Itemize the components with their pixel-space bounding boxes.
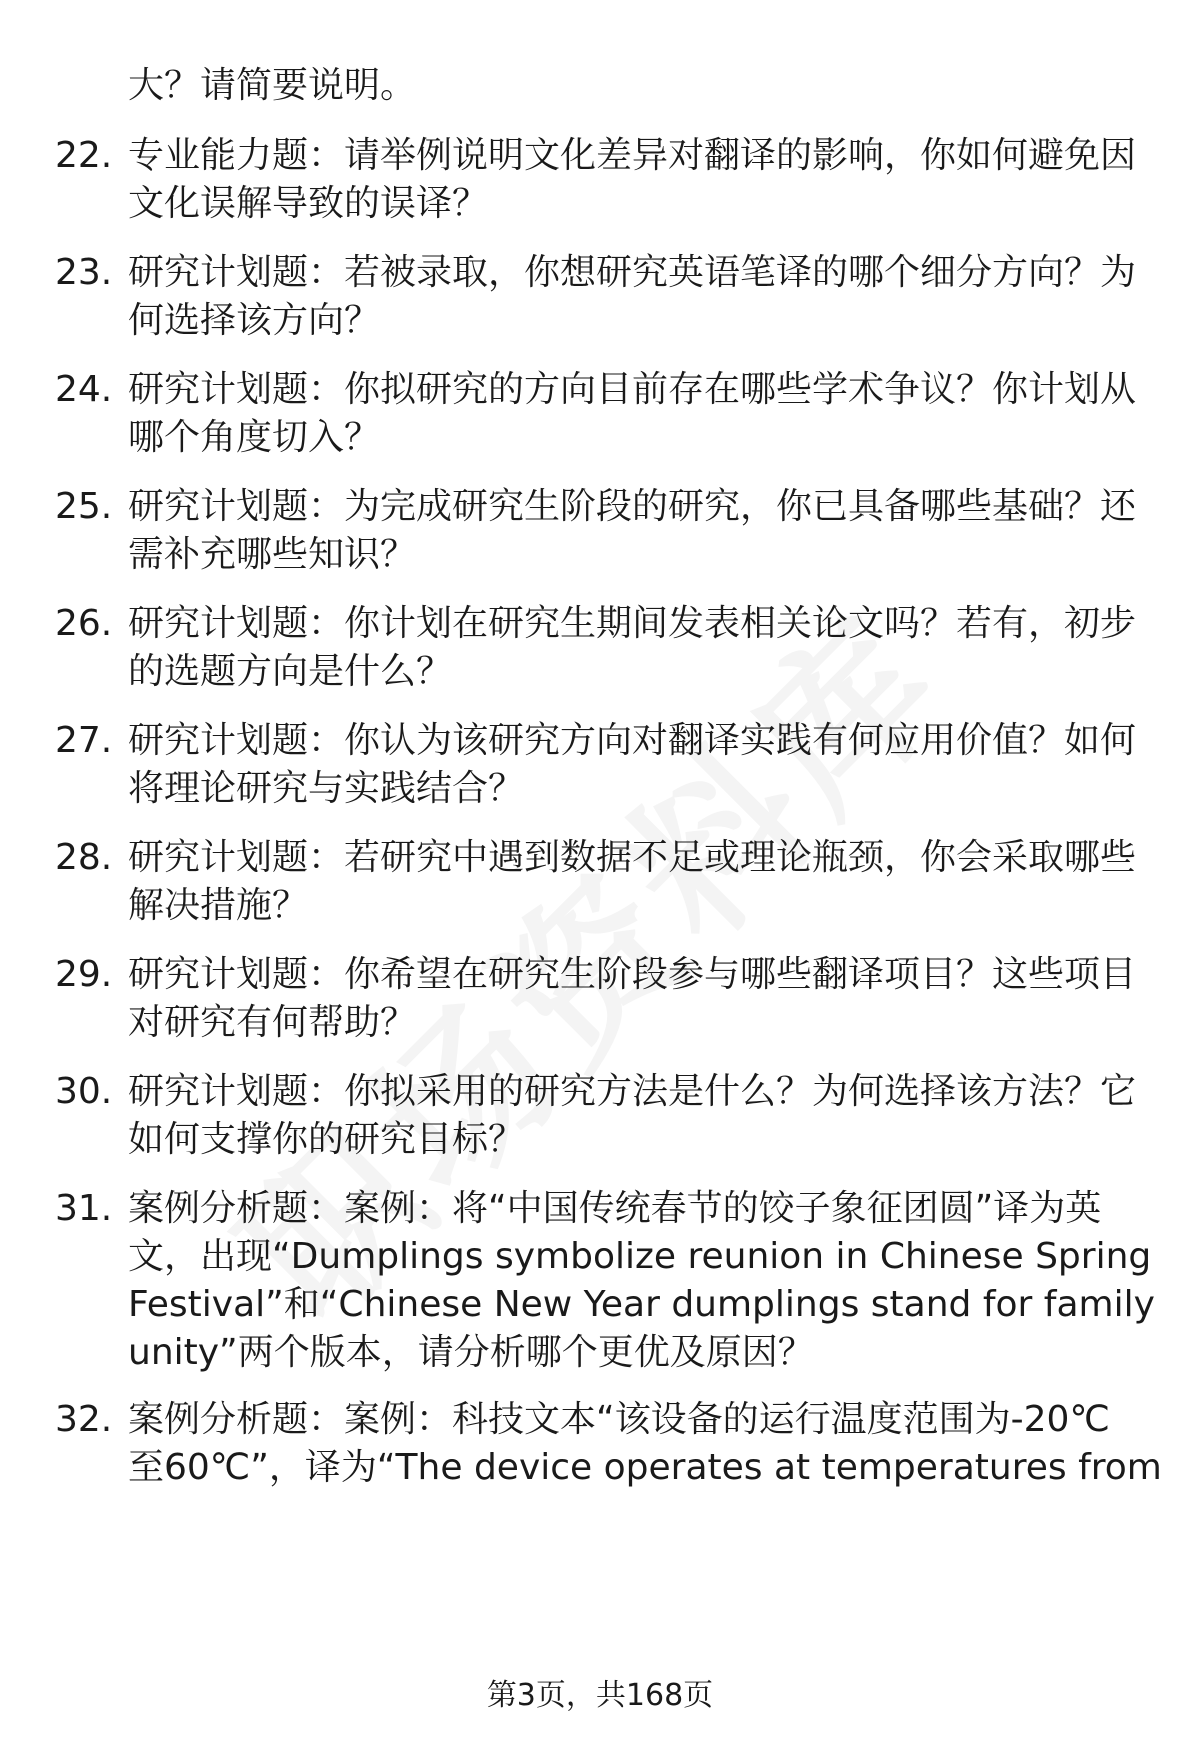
question-text: 案例分析题：案例：将“中国传统春节的饺子象征团圆”译为英 文，出现“Dumplings symbolize reunion in Chinese Spring Festival”和“Chinese New Year dumplings stand for family unity”两个版本，请分析哪个更优及原因？ <box>128 1188 1155 1373</box>
question-number: 28. <box>55 837 113 878</box>
question-number: 27. <box>55 720 113 761</box>
question-text: 研究计划题：你希望在研究生阶段参与哪些翻译项目？这些项目 对研究有何帮助？ <box>128 954 1137 1043</box>
question-number: 23. <box>55 252 113 293</box>
question-text: 研究计划题：若被录取，你想研究英语笔译的哪个细分方向？为 何选择该方向？ <box>128 252 1137 341</box>
question-text: 专业能力题：请举例说明文化差异对翻译的影响，你如何避免因 文化误解导致的误译？ <box>128 135 1137 224</box>
question-number: 26. <box>55 603 113 644</box>
question-number: 32. <box>55 1399 113 1440</box>
question-text: 研究计划题：你认为该研究方向对翻译实践有何应用价值？如何 将理论研究与实践结合？ <box>128 720 1137 809</box>
question-number: 25. <box>55 486 113 527</box>
question-number: 31. <box>55 1188 113 1229</box>
question-text: 研究计划题：你拟采用的研究方法是什么？为何选择该方法？它 如何支撑你的研究目标？ <box>128 1071 1137 1160</box>
question-text: 研究计划题：你拟研究的方向目前存在哪些学术争议？你计划从 哪个角度切入？ <box>128 369 1137 458</box>
question-text: 案例分析题：案例：科技文本“该设备的运行温度范围为-20℃ 至60℃”，译为“The device operates at temperatures from <box>128 1399 1162 1488</box>
question-number: 29. <box>55 954 113 995</box>
question-number: 24. <box>55 369 113 410</box>
question-text: 研究计划题：你计划在研究生期间发表相关论文吗？若有，初步 的选题方向是什么？ <box>128 603 1137 692</box>
question-number: 22. <box>55 135 113 176</box>
page-number-footer: 第3页，共168页 <box>486 1678 714 1713</box>
question-text: 研究计划题：若研究中遇到数据不足或理论瓶颈，你会采取哪些 解决措施？ <box>128 837 1137 926</box>
question-text: 研究计划题：为完成研究生阶段的研究，你已具备哪些基础？还 需补充哪些知识？ <box>128 486 1137 575</box>
question-number: 30. <box>55 1071 113 1112</box>
document-page: 大？请简要说明。 22. 专业能力题：请举例说明文化差异对翻译的影响，你如何避免因 文化误解导致的误译？ 23. 研究计划题：若被录取，你想研究英语笔译的哪个细分方向？为 何选择该方向？ 24. 研究计划题：你拟研究的方向目前存在哪些学术争议？你计划从 哪个角度切入？ 25. 研究计划题：为完成研究生阶段的研究，你已具备哪些基础？还 需补充哪些知识？ 26. 研究计划题：你计划在研究生期间发表相关论文吗？若有，初步 的选题方向是什么？ 27. 研究计划题：你认为该研究方向对翻译实践有何应用价值？如何 将理论研究与实践结合？ 28. 研究计划题：若研究中遇到数据不足或理论瓶颈，你会采取哪些 解决措施？ 29. 研究计划题：你希望在研究生阶段参与哪些翻译项目？这些项目 对研究有何帮助？ 30. 研究计划题：你拟采用的研究方法是什么？为何选择该方法？它 如何支撑你的研究目标？ 31. 案例分析题：案例：将“中国传统春节的饺子象征团圆”译为英 文，出现“Dumplings symbolize reunion in Chinese Spring Festival”和“Chinese New Year dumplings stand for family unity”两个版本，请分析哪个更优及原因？ 32. 案例分析题：案例：科技文本“该设备的运行温度范围为-20℃ 至60℃”，译为“The device operates at temperatures from 第3页，共168页 <box>0 0 1200 1755</box>
